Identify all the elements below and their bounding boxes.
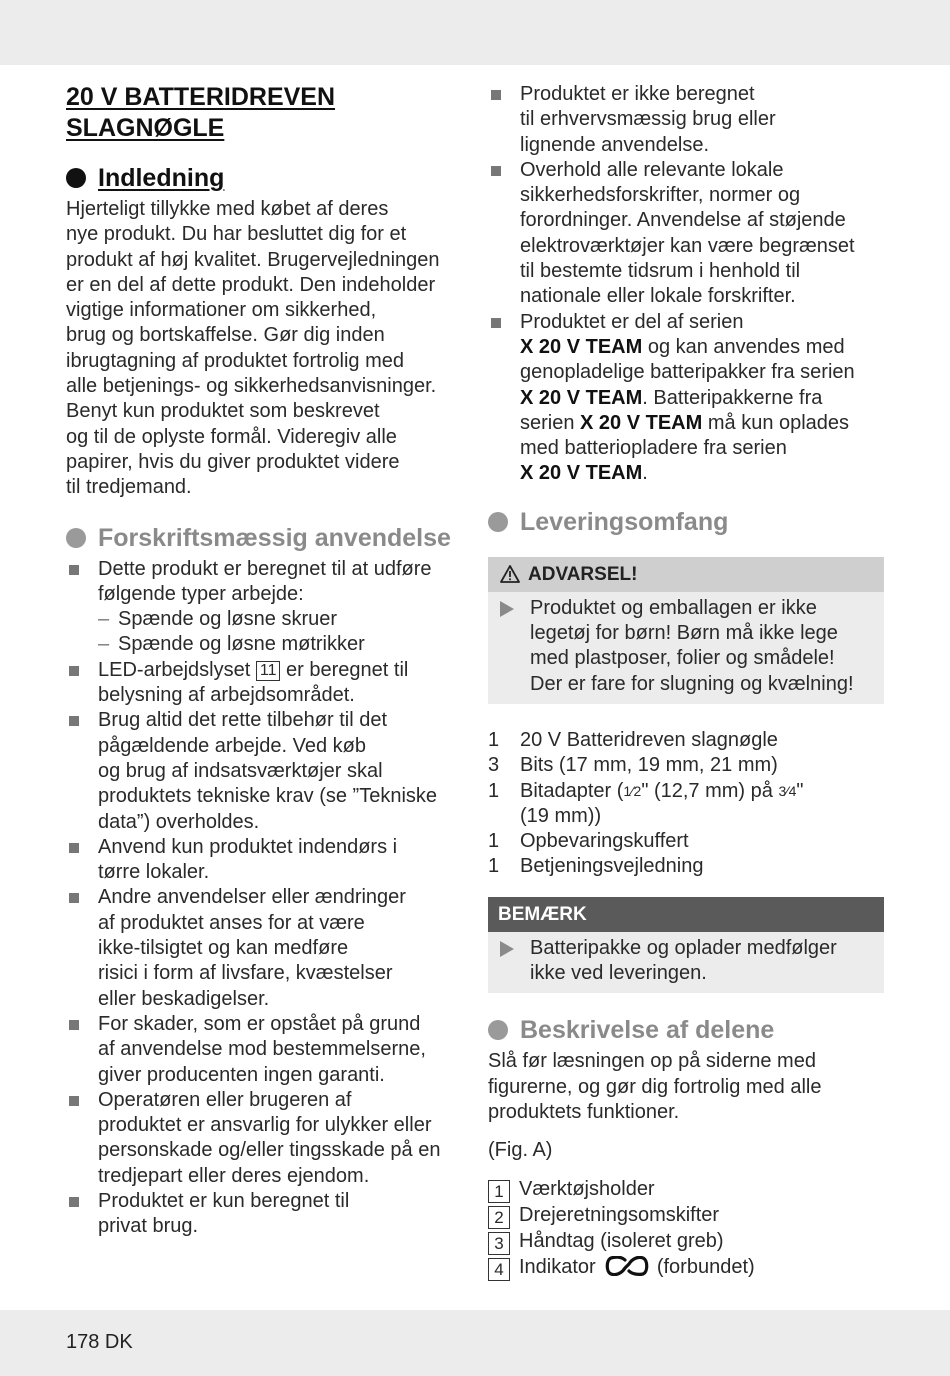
main-title — [66, 82, 466, 144]
list-item: Operatøren eller brugeren af produktet er ansvarlig for ulykker eller personskade og/eller tingsskade på en tredjepart eller deres ejendom. — [66, 1088, 466, 1189]
header-band — [0, 0, 950, 65]
list-item: Brug altid det rette tilbehør til det pågældende arbejde. Ved køb og brug af indsatsværktøjer skal produktets tekniske krav (se ”Tekniske data”) overholdes. — [66, 708, 466, 834]
list-item: Produktet er ikke beregnet til erhvervsmæssig brug eller lignende anvendelse. — [488, 82, 888, 158]
note-header: BEMÆRK — [488, 897, 884, 932]
delivery-items — [488, 728, 803, 880]
list-item: 1 Betjeningsvejledning — [488, 855, 704, 878]
right-column — [488, 82, 888, 1281]
part-number-badge: 1 — [488, 1180, 510, 1203]
warning-box — [488, 557, 884, 704]
left-column — [66, 82, 466, 1240]
part-number-badge: 3 — [488, 1232, 510, 1255]
list-item: LED-arbejdslyset 11 er beregnet til belysning af arbejdsområdet. — [66, 658, 466, 709]
part-number-badge: 4 — [488, 1258, 510, 1281]
list-item: For skader, som er opstået på grund af anvendelse mod bestemmelserne, giver producenten ingen garanti. — [66, 1012, 466, 1088]
arrow-right-icon — [500, 601, 514, 617]
list-item: 3 Håndtag (isoleret greb) — [488, 1229, 888, 1255]
figure-reference: (Fig. A) — [488, 1139, 553, 1162]
main-title-line1: 20 V BATTERIDREVEN — [66, 83, 336, 111]
footer-band — [0, 1310, 950, 1376]
list-item: Produktet er del af serien X 20 V TEAM og kan anvendes med genopladelige batteripakker fra serien X 20 V TEAM. Batteripakkerne fra serien X 20 V TEAM må kun oplades med batteriopladere fra serien X 20 V TEAM. — [488, 310, 888, 487]
delivery-heading: Leveringsomfang — [488, 507, 888, 537]
note-text: Batteripakke og oplader medfølger ikke ved leveringen. — [488, 932, 884, 994]
arrow-right-icon — [500, 941, 514, 957]
warning-triangle-icon — [500, 565, 520, 583]
list-item: 1 20 V Batteridreven slagnøgle — [488, 728, 778, 751]
main-title-line2: SLAGNØGLE — [66, 114, 225, 142]
warning-text: Produktet og emballagen er ikke legetøj for børn! Børn må ikke lege med plastposer, folier og smådele! Der er fare for slugning og kvælning! — [488, 592, 884, 704]
list-item: Overhold alle relevante lokale sikkerhedsforskrifter, normer og forordninger. Anvendelse af støjende elektroværktøjer kan være begrænset til bestemte tidsrum i henhold til nationale eller lokale forskrifter. — [488, 158, 888, 310]
usage-list-continued — [488, 82, 888, 487]
list-item: 1 Opbevaringskuffert — [488, 830, 689, 853]
page-number: 178 DK — [66, 1331, 133, 1353]
intro-paragraph: Hjerteligt tillykke med købet af deres nye produkt. Du har besluttet dig for et produkt af høj kvalitet. Brugervejledningen er en del af dette produkt. Den indeholder vigtige informationer om sikkerhed, brug og bortskaffelse. Gør dig inden ibrugtagning af produktet fortrolig med alle betjenings- og sikkerhedsanvisninger. Benyt kun produktet som beskrevet og til de oplyste formål. Videregiv alle papirer, hvis du giver produktet videre til tredjemand. — [66, 198, 440, 499]
list-item: Produktet er kun beregnet til privat brug. — [66, 1189, 466, 1240]
list-item: 4 Indikator (forbundet) — [488, 1255, 888, 1281]
list-item: Andre anvendelser eller ændringer af produktet anses for at være ikke-tilsigtet og kan medføre risici i form af livsfare, kvæstelser eller beskadigelser. — [66, 885, 466, 1011]
bullet-dot-icon — [66, 528, 86, 548]
list-item: 3 Bits (17 mm, 19 mm, 21 mm) — [488, 754, 778, 777]
list-item: 1 Bitadapter ($^{1⁄2}$" (12,7 mm) på $^{3⁄4}$" (19 mm)) — [488, 779, 804, 827]
note-box — [488, 897, 884, 994]
sub-item: – Spænde og løsne skruer — [98, 607, 466, 632]
list-item: Anvend kun produktet indendørs i tørre lokaler. — [66, 835, 466, 886]
list-item: 1 Værktøjsholder — [488, 1177, 888, 1203]
bullet-dot-icon — [488, 1020, 508, 1040]
part-ref-badge: 11 — [256, 661, 281, 681]
parts-intro: Slå før læsningen op på siderne med figurerne, og gør dig fortrolig med alle produktets funktioner. — [488, 1050, 822, 1123]
usage-list — [66, 557, 466, 1240]
list-item: 2 Drejeretningsomskifter — [488, 1203, 888, 1229]
list-item: Dette produkt er beregnet til at udføre følgende typer arbejde: – Spænde og løsne skruer – Spænde og løsne møtrikker — [66, 557, 466, 658]
sub-item: – Spænde og løsne møtrikker — [98, 632, 466, 657]
warning-header: ADVARSEL! — [488, 557, 884, 592]
intro-heading: Indledning — [66, 163, 466, 193]
parts-list — [488, 1177, 888, 1281]
usage-heading: Forskriftsmæssig anvendelse — [66, 523, 466, 553]
bullet-dot-icon — [66, 168, 86, 188]
bullet-dot-icon — [488, 512, 508, 532]
parts-heading: Beskrivelse af delene — [488, 1015, 888, 1045]
part-number-badge: 2 — [488, 1206, 510, 1229]
connected-link-icon — [605, 1256, 649, 1276]
